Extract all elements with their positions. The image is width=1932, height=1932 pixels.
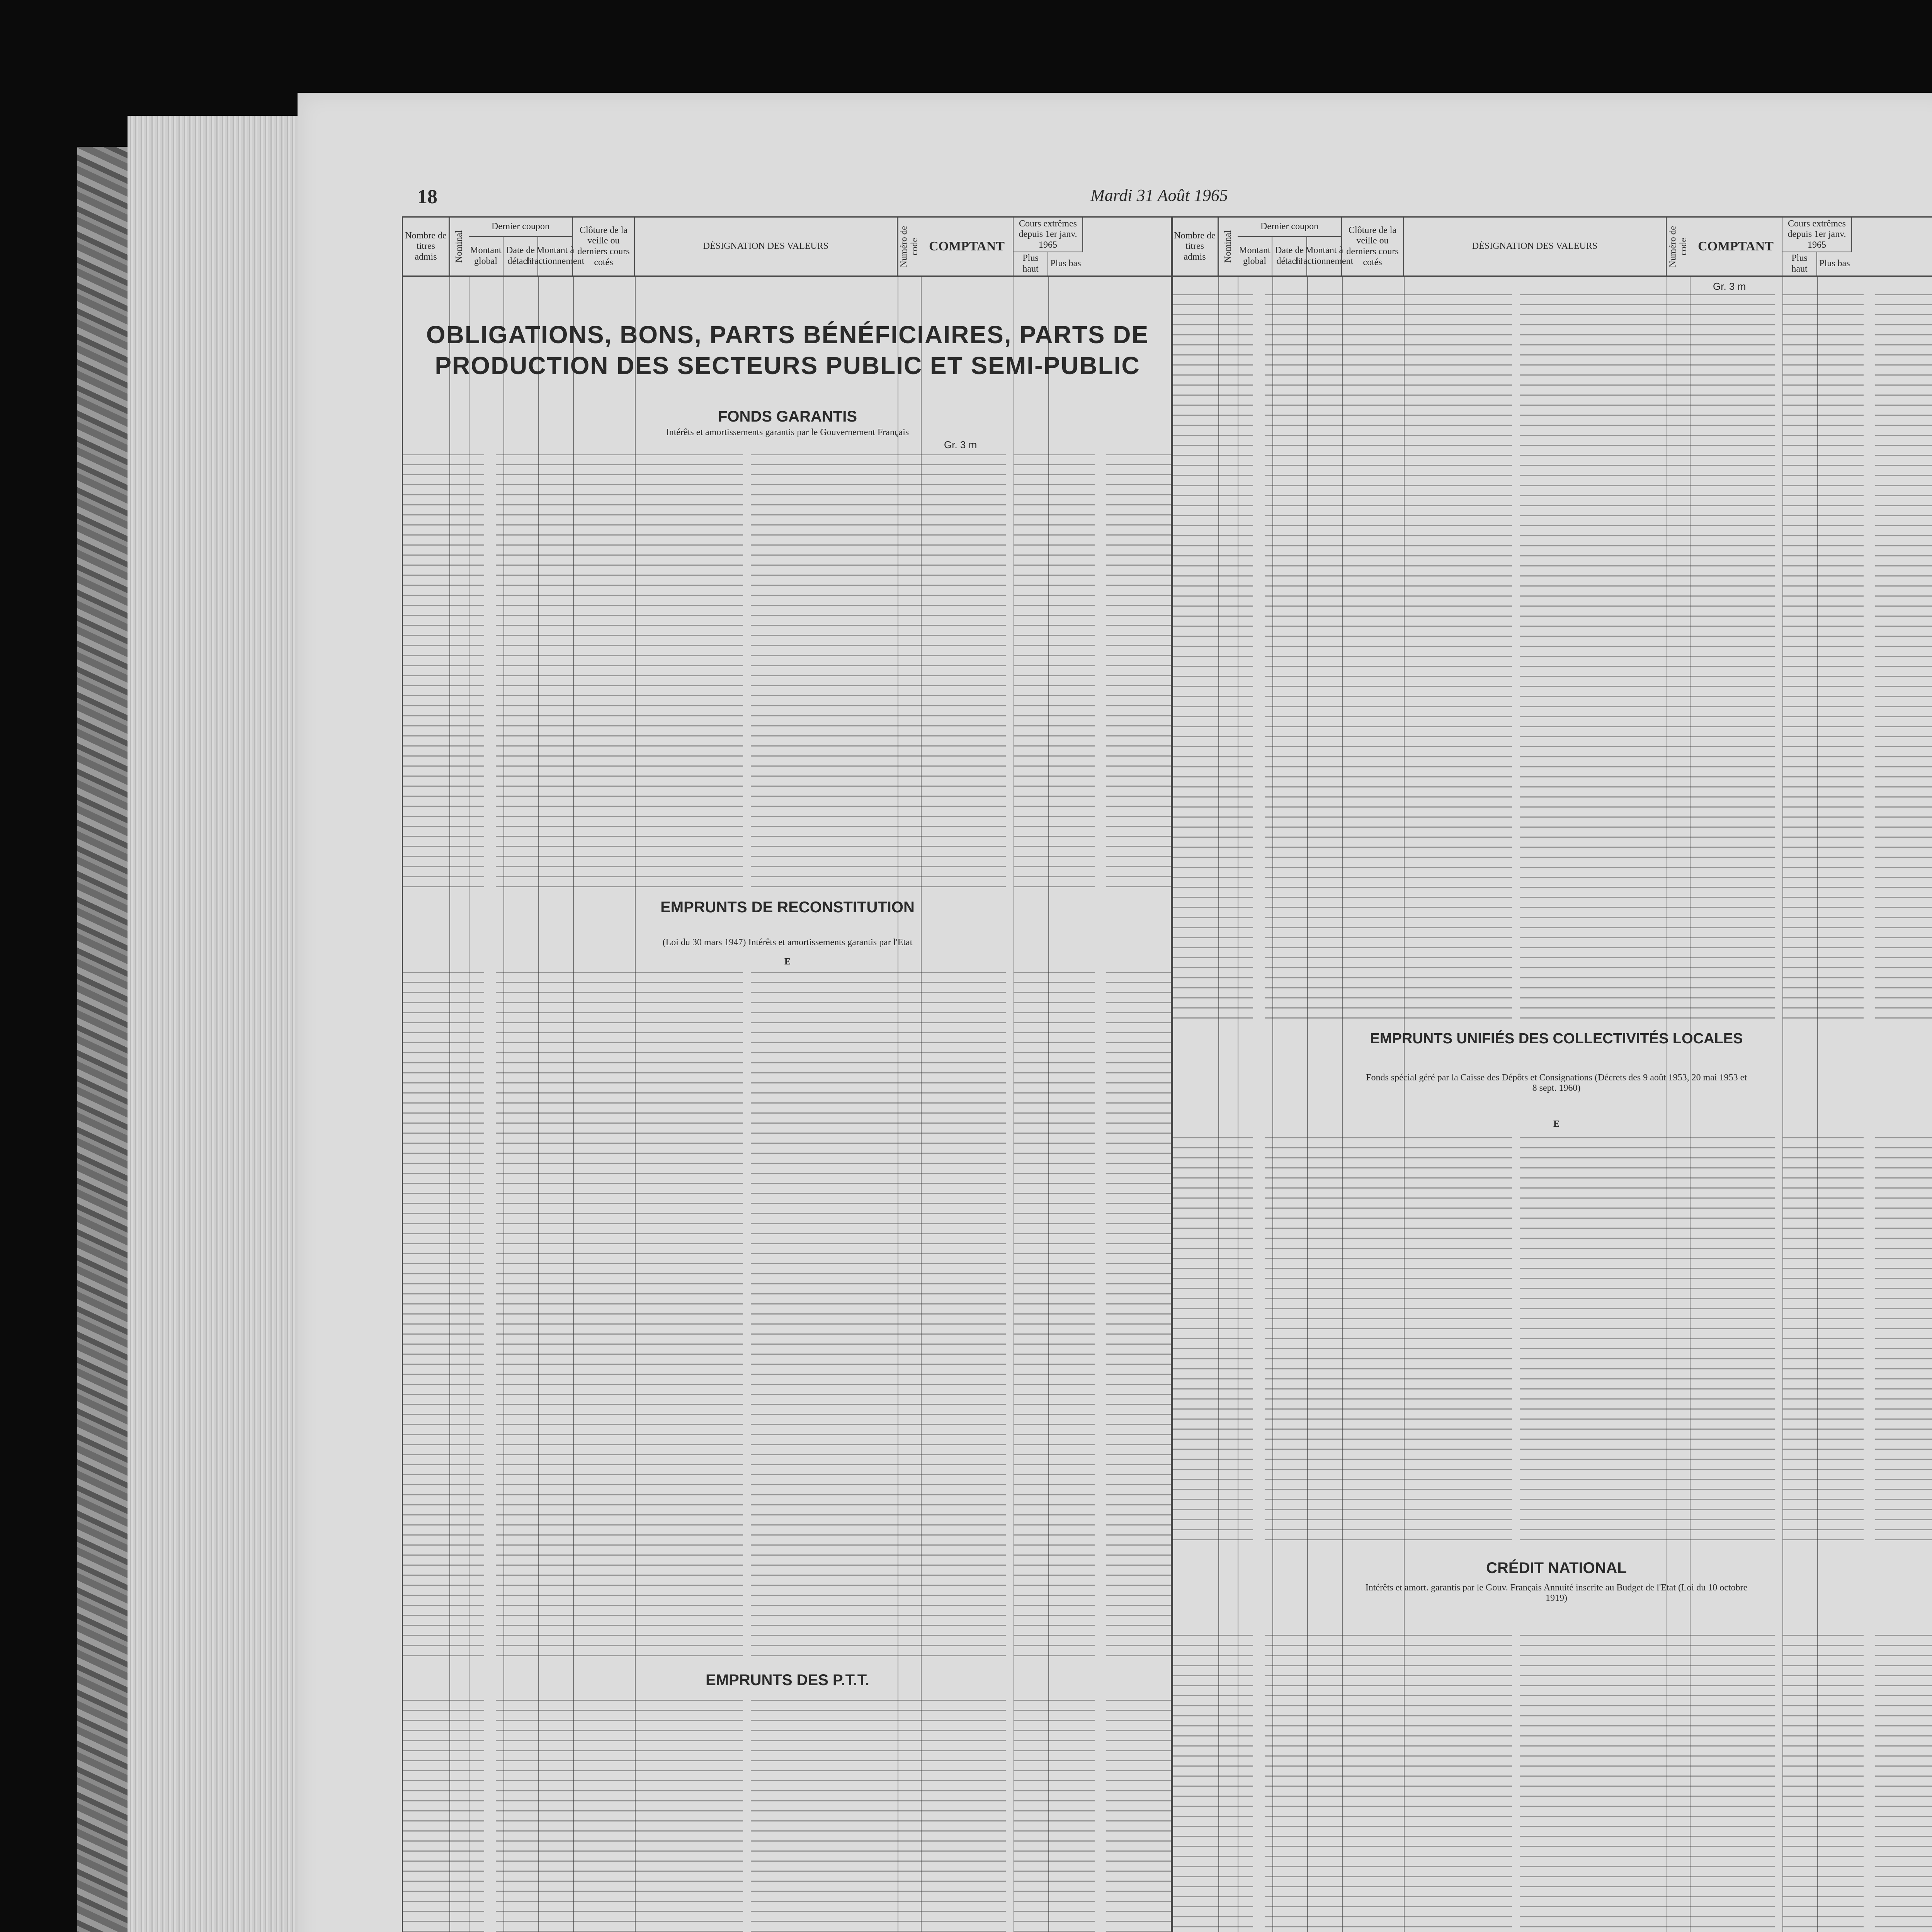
header-nombre-titres: Nombre de titres admis [403, 218, 449, 276]
section-emprunts-ptt: EMPRUNTS DES P.T.T. [706, 1672, 869, 1689]
header-numero-code: Numéro de code [898, 218, 921, 276]
reconstitution-rows [403, 972, 1172, 1656]
header-comptant-right: COMPTANT [1690, 218, 1782, 276]
emprunts-unifies-subtitle: Fonds spécial géré par la Caisse des Dépôts et Consignations (Décrets des 9 août 1953, 20 mai 1953 et 8 sept. 1960) [1366, 1073, 1747, 1093]
header-numero-code-right: Numéro de code [1667, 218, 1690, 276]
credit-national-rows [1172, 1633, 1932, 1932]
header-montant-fraction-right: Montant à Fractionnement [1307, 237, 1342, 276]
header-dernier-coupon: Dernier coupon [469, 218, 573, 237]
reconstitution-letter: E [784, 957, 791, 967]
header-nombre-titres-right: Nombre de titres admis [1172, 218, 1218, 276]
header-comptant: COMPTANT [921, 218, 1014, 276]
main-title: OBLIGATIONS, BONS, PARTS BÉNÉFICIAIRES, PARTS DE PRODUCTION DES SECTEURS PUBLIC ET SEMI-PUBLIC [426, 321, 1149, 379]
section-emprunts-reconstitution: EMPRUNTS DE RECONSTITUTION [660, 899, 915, 916]
right-table [1171, 216, 1932, 1932]
header-plus-bas: Plus bas [1050, 259, 1081, 269]
header-montant-global-right: Montant global [1238, 237, 1272, 276]
right-table-body [1172, 277, 1932, 1932]
header-plus-haut: Plus haut [1014, 252, 1048, 276]
left-table [402, 216, 1173, 1932]
header-cours-extremes-right: Cours extrêmes depuis 1er janv. 1965 [1782, 218, 1852, 252]
left-table-header [403, 218, 1172, 277]
header-designation: DÉSIGNATION DES VALEURS [635, 218, 898, 276]
header-cloture-right: Clôture de la veille ou derniers cours cotés [1342, 218, 1404, 276]
header-nominal: Nominal [449, 218, 469, 276]
page-date: Mardi 31 Août 1965 [1090, 186, 1228, 205]
book-page-edges [128, 116, 305, 1932]
header-plus-bas-right: Plus bas [1819, 259, 1850, 269]
header-date-detach: Date de détach' [503, 237, 538, 276]
reconstitution-subtitle: (Loi du 30 mars 1947) Intérêts et amortissements garantis par l'Etat [662, 937, 913, 947]
right-table-header [1172, 218, 1932, 277]
section-fonds-garantis: FONDS GARANTIS [718, 408, 857, 425]
header-montant-fraction: Montant à Fractionnement [538, 237, 573, 276]
emprunts-unifies-rows [1172, 1134, 1932, 1540]
ptt-rows [403, 1699, 1172, 1932]
right-top-rows [1172, 292, 1932, 1019]
section-credit-national: CRÉDIT NATIONAL [1486, 1560, 1627, 1577]
left-table-body [403, 277, 1172, 1932]
gr-label-1: Gr. 3 m [944, 439, 977, 451]
header-date-detach-right: Date de détach' [1272, 237, 1307, 276]
section-emprunts-unifies: EMPRUNTS UNIFIÉS DES COLLECTIVITÉS LOCALES [1370, 1031, 1743, 1047]
header-cours-extremes: Cours extrêmes depuis 1er janv. 1965 [1014, 218, 1083, 252]
header-plus-haut-right: Plus haut [1782, 252, 1817, 276]
emprunts-unifies-letter: E [1553, 1119, 1560, 1129]
credit-national-subtitle: Intérêts et amort. garantis par le Gouv. Français Annuité inscrite au Budget de l'Etat (Loi du 10 octobre 1919) [1365, 1583, 1748, 1603]
book-marbled-edge [77, 147, 131, 1932]
header-montant-global: Montant global [469, 237, 503, 276]
header-cloture: Clôture de la veille ou derniers cours cotés [573, 218, 635, 276]
page-number: 18 [417, 186, 437, 208]
header-nominal-right: Nominal [1218, 218, 1238, 276]
header-designation-right: DÉSIGNATION DES VALEURS [1404, 218, 1667, 276]
gr-label-right-1: Gr. 3 m [1713, 281, 1746, 292]
header-dernier-coupon-right: Dernier coupon [1238, 218, 1342, 237]
fonds-garantis-subtitle: Intérêts et amortissements garantis par le Gouvernement Français [666, 427, 909, 437]
fonds-garantis-rows [403, 454, 1172, 887]
